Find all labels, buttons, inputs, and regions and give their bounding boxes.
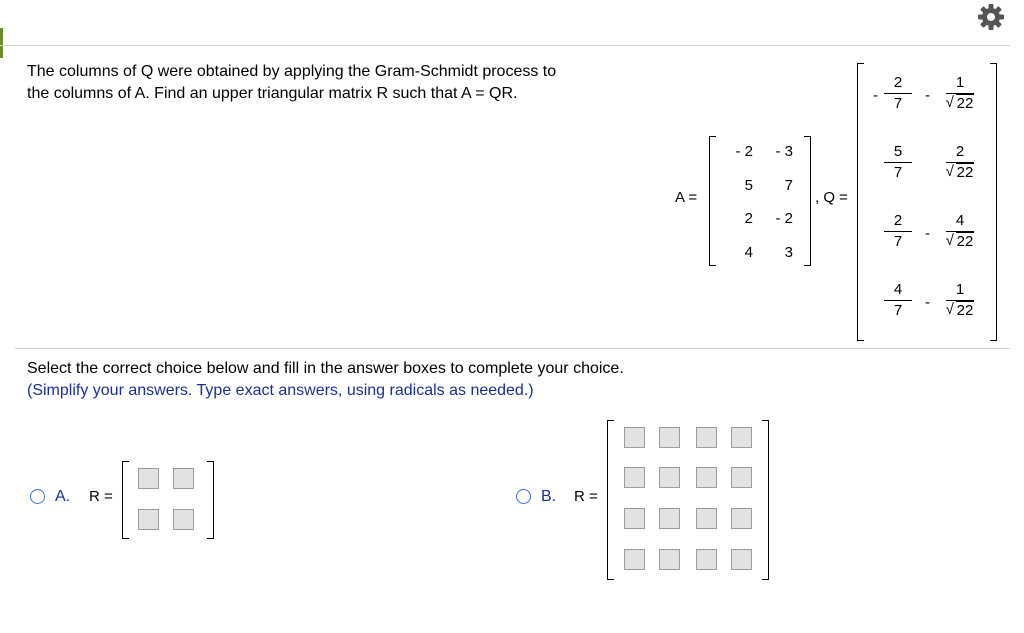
fraction-numerator: 4 [955,212,965,229]
matrix-a-cell: 5 [744,177,753,194]
matrix-q-entry [940,212,980,251]
option-b-right-bracket [762,420,769,580]
fraction-denominator [940,164,980,182]
matrix-q-entry [878,74,918,113]
fraction-bar [884,300,912,301]
answer-box-b-r2c3[interactable] [696,467,717,488]
fraction-denominator: 7 [893,95,903,112]
answer-box-a-r1c1[interactable] [138,468,159,489]
radicand: 22 [956,302,974,319]
answer-box-a-r2c2[interactable] [173,509,194,530]
fraction-denominator [940,302,980,320]
matrix-q-entry [878,212,918,251]
matrix-q-entry [940,143,980,182]
matrix-q-right-bracket [990,63,997,341]
instructions-line-2: (Simplify your answers. Type exact answers, using radicals as needed.) [27,382,534,399]
answer-box-b-r3c4[interactable] [731,508,752,529]
answer-box-b-r2c1[interactable] [624,467,645,488]
matrix-a-label: A = [675,189,698,206]
answer-box-b-r1c2[interactable] [659,427,680,448]
settings-button[interactable] [976,2,1006,32]
left-edge-tab [0,28,3,58]
matrix-a-cell: 2 [744,210,753,227]
answer-box-b-r4c4[interactable] [731,549,752,570]
matrix-a-cell: - 2 [775,210,793,227]
fraction-numerator: 2 [955,143,965,160]
matrix-a-right-bracket [804,136,811,266]
option-a-left-bracket [122,461,129,539]
fraction-denominator: 7 [893,233,903,250]
option-a-label: R = [89,488,113,505]
fraction-denominator: 7 [893,302,903,319]
fraction-numerator: 1 [955,281,965,298]
fraction-bar [884,231,912,232]
answer-box-b-r1c3[interactable] [696,427,717,448]
question-divider [15,348,1010,349]
radical-sign-icon: √ [945,94,954,111]
radicand: 22 [956,95,974,112]
radicand: 22 [956,164,974,181]
radical-sign-icon: √ [945,301,954,318]
matrix-a-cell: - 2 [735,143,753,160]
fraction-numerator: 5 [893,143,903,160]
answer-box-b-r1c1[interactable] [624,427,645,448]
answer-box-b-r4c1[interactable] [624,549,645,570]
fraction-numerator: 1 [955,74,965,91]
radical-sign-icon: √ [945,163,954,180]
matrix-a-cell: 7 [784,177,793,194]
fraction-bar [884,162,912,163]
fraction-bar [884,93,912,94]
answer-box-b-r4c2[interactable] [659,549,680,570]
matrix-q-entry [940,281,980,320]
gear-icon [976,2,1006,32]
answer-box-b-r3c3[interactable] [696,508,717,529]
fraction-denominator: 7 [893,164,903,181]
matrix-q-entry [878,281,918,320]
radicand: 22 [956,233,974,250]
fraction-numerator: 4 [893,281,903,298]
answer-box-b-r2c4[interactable] [731,467,752,488]
fraction-numerator: 2 [893,74,903,91]
answer-box-b-r4c3[interactable] [696,549,717,570]
matrix-q-entry [878,143,918,182]
matrix-q-left-bracket [857,63,864,341]
answer-box-b-r2c2[interactable] [659,467,680,488]
answer-box-b-r3c1[interactable] [624,508,645,529]
question-line-1: The columns of Q were obtained by applying the Gram-Schmidt process to [27,63,557,80]
option-b-letter: B. [541,488,557,505]
fraction-numerator: 2 [893,212,903,229]
radical-sign-icon: √ [945,232,954,249]
option-a-letter: A. [55,488,71,505]
answer-box-b-r1c4[interactable] [731,427,752,448]
answer-box-a-r2c1[interactable] [138,509,159,530]
option-b-label: R = [574,488,598,505]
fraction-denominator [940,95,980,113]
option-b-left-bracket [607,420,614,580]
matrix-q-sign: - [925,87,930,104]
matrix-a-left-bracket [709,136,716,266]
matrix-q-sign: - [925,294,930,311]
matrix-a-cell: - 3 [775,143,793,160]
matrix-q-entry [940,74,980,113]
matrix-a-cell: 4 [744,244,753,261]
matrix-q-sign: - [873,87,878,104]
question-line-2: the columns of A. Find an upper triangular matrix R such that A = QR. [27,85,518,102]
option-a-radio[interactable] [30,489,45,504]
option-a-right-bracket [207,461,214,539]
answer-box-a-r1c2[interactable] [173,468,194,489]
matrix-q-sign: - [925,225,930,242]
matrix-q-label: , Q = [815,189,848,206]
option-b-radio[interactable] [516,489,531,504]
answer-box-b-r3c2[interactable] [659,508,680,529]
fraction-denominator [940,233,980,251]
matrix-a-cell: 3 [784,244,793,261]
instructions-line-1: Select the correct choice below and fill in the answer boxes to complete your choice. [27,360,624,377]
top-divider [0,45,1010,46]
